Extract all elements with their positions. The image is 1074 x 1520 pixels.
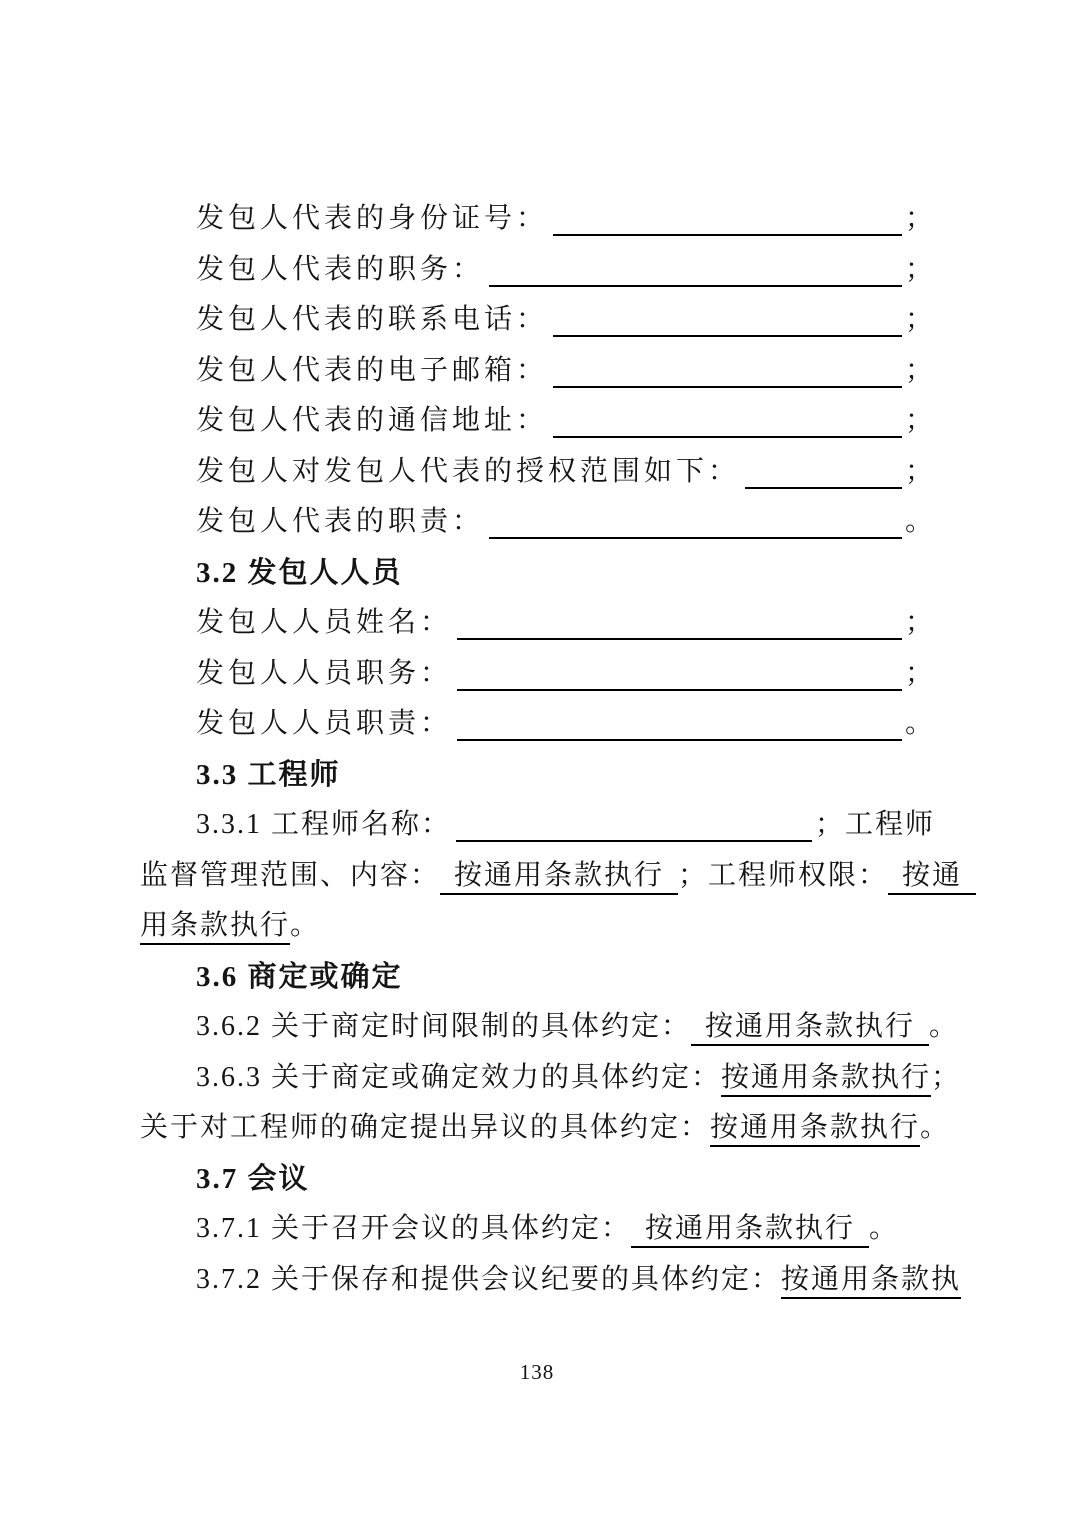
form-line-phone	[140, 295, 935, 346]
section-heading-3-7: 3.7 会议	[196, 1162, 310, 1195]
clause-text: 。	[929, 1011, 960, 1042]
form-line-personnel-position	[140, 649, 935, 700]
underlined-value: 用条款执行	[140, 910, 290, 945]
field-label: 发包人代表的职责：	[196, 506, 485, 537]
clause-text: ；	[931, 1061, 962, 1093]
clause-text: ；工程师	[814, 809, 935, 840]
form-line-personnel-name	[140, 598, 935, 649]
clause-3-3-1-line-2	[140, 851, 963, 902]
clause-text: 3.7.2 关于保存和提供会议纪要的具体约定：	[196, 1263, 782, 1295]
field-label: 发包人代表的通信地址：	[196, 405, 549, 436]
blank-underline[interactable]	[457, 649, 902, 691]
field-label: 发包人对发包人代表的授权范围如下：	[196, 455, 741, 487]
line-terminator: 。	[904, 708, 935, 739]
line-terminator: ；	[904, 607, 935, 638]
clause-3-3-1-line-3	[140, 901, 935, 952]
field-label: 发包人人员姓名：	[196, 607, 453, 638]
clause-3-7-1	[140, 1204, 935, 1255]
underlined-value: 按通用条款执行	[691, 1011, 929, 1046]
blank-underline[interactable]	[553, 194, 902, 236]
line-terminator: ；	[904, 253, 935, 285]
section-heading-3-6: 3.6 商定或确定	[196, 960, 403, 993]
page-number: 138	[519, 1360, 555, 1384]
line-terminator: ；	[904, 405, 935, 436]
blank-underline[interactable]	[553, 396, 902, 438]
line-terminator: ；	[904, 304, 935, 335]
section-heading-3-2: 3.2 发包人人员	[196, 556, 403, 589]
blank-underline[interactable]	[489, 245, 902, 287]
underlined-value: 按通用条款执行	[631, 1213, 869, 1248]
clause-text: 3.7.1 关于召开会议的具体约定：	[196, 1213, 632, 1244]
clause-3-6-3-line-1	[140, 1053, 962, 1104]
clause-text: 3.3.1 工程师名称：	[196, 809, 452, 840]
form-line-personnel-duties	[140, 699, 935, 750]
form-line-email	[140, 346, 935, 397]
field-label: 发包人人员职务：	[196, 657, 453, 689]
blank-underline[interactable]	[489, 497, 902, 539]
clause-text: 。	[869, 1213, 900, 1244]
page-content	[140, 194, 963, 1305]
blank-underline[interactable]	[553, 346, 902, 388]
form-line-position	[140, 245, 935, 296]
field-label: 发包人人员职责：	[196, 708, 453, 739]
line-terminator: 。	[904, 506, 935, 537]
form-line-address	[140, 396, 935, 447]
field-label: 发包人代表的联系电话：	[196, 304, 549, 335]
underlined-value: 按通	[888, 860, 976, 895]
blank-underline[interactable]	[553, 295, 902, 337]
blank-underline[interactable]	[457, 699, 902, 741]
clause-text: 。	[290, 910, 321, 941]
clause-text: 3.6.2 关于商定时间限制的具体约定：	[196, 1011, 692, 1042]
clause-3-6-2	[140, 1002, 960, 1053]
field-label: 发包人代表的职务：	[196, 253, 485, 285]
field-label: 发包人代表的身份证号：	[196, 203, 549, 234]
clause-3-3-1-line-1	[140, 800, 935, 851]
underlined-value: 按通用条款执行	[721, 1062, 931, 1097]
form-line-duties	[140, 497, 935, 548]
form-line-id-number	[140, 194, 935, 245]
blank-underline[interactable]	[745, 447, 902, 489]
form-line-authorization-scope	[140, 447, 935, 498]
clause-text: 关于对工程师的确定提出异议的具体约定：	[140, 1112, 711, 1143]
clause-3-7-2	[140, 1255, 962, 1306]
blank-underline[interactable]	[456, 800, 812, 842]
line-terminator: ；	[904, 455, 935, 487]
blank-underline[interactable]	[457, 598, 902, 640]
clause-text: 监督管理范围、内容：	[140, 859, 441, 891]
underlined-value: 按通用条款执行	[440, 860, 678, 895]
line-terminator: ；	[904, 657, 935, 689]
line-terminator: ；	[904, 203, 935, 234]
clause-text: 。	[920, 1112, 951, 1143]
clause-text: 3.6.3 关于商定或确定效力的具体约定：	[196, 1061, 722, 1093]
field-label: 发包人代表的电子邮箱：	[196, 354, 549, 386]
clause-text: ；工程师权限：	[678, 859, 889, 891]
underlined-value: 按通用条款执行	[710, 1112, 920, 1147]
line-terminator: ；	[904, 354, 935, 386]
section-heading-3-3: 3.3 工程师	[196, 758, 341, 791]
underlined-value: 按通用条款执	[781, 1264, 961, 1299]
clause-3-6-3-line-2	[140, 1103, 951, 1154]
